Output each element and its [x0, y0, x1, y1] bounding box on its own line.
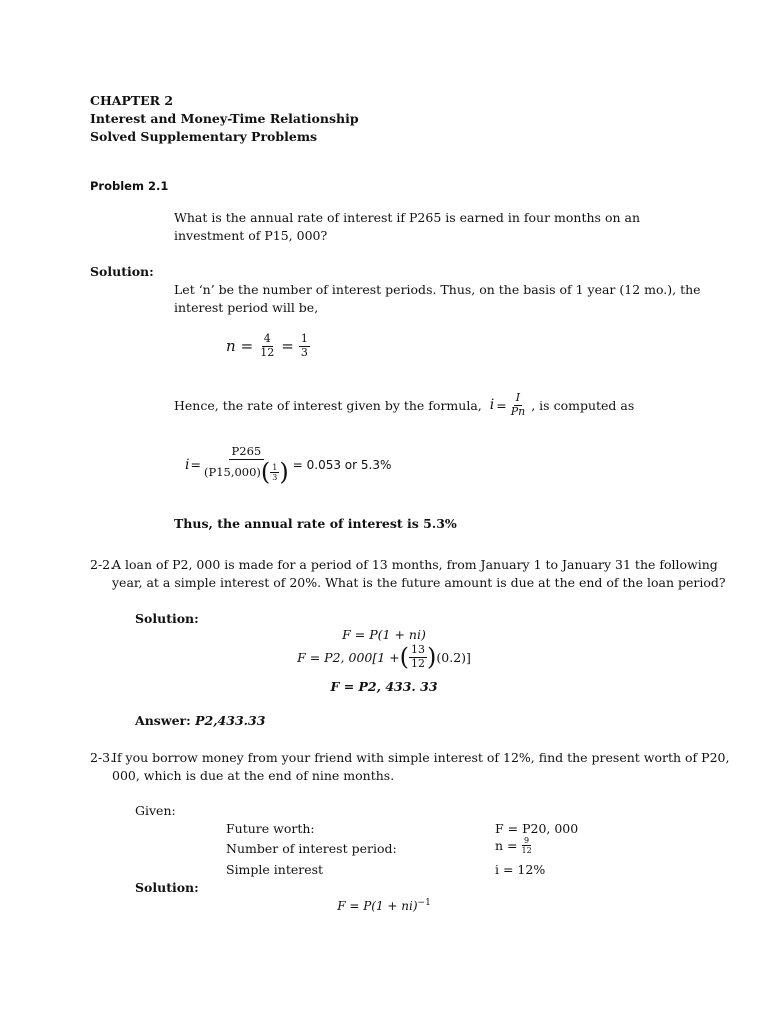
- formula-numerator: I: [515, 391, 521, 404]
- problem-2-2-number: 2-2.: [90, 557, 115, 572]
- let-n-line1: Let ‘n’ be the number of interest periods. Thus, on the basis of 1 year (12 mo.), the: [174, 282, 701, 297]
- hence-formula-line: [174, 392, 634, 418]
- calc-denominator: [202, 458, 291, 487]
- months-denominator: 12: [411, 656, 426, 670]
- paren-left: (: [260, 458, 271, 487]
- fraction-denominator: 3: [300, 345, 308, 359]
- problem-2-1-label: Problem 2.1: [90, 179, 169, 193]
- given-interest-period-value: [495, 836, 534, 855]
- present-worth-exponent: −1: [417, 898, 431, 908]
- fraction-numerator: 1: [300, 332, 308, 345]
- one-third-fraction: [270, 463, 279, 482]
- substitution-left: F = P2, 000[1 +: [297, 649, 400, 665]
- equals-sign: =: [281, 337, 294, 356]
- problem-2-2-text-line1: A loan of P2, 000 is made for a period of 13 months, from January 1 to January 31 the following: [112, 557, 718, 572]
- problem-2-2-solution-label: Solution:: [135, 611, 199, 626]
- answer-label: Answer:: [135, 713, 191, 728]
- equals-sign: =: [240, 337, 254, 356]
- chapter-title: Interest and Money-Time Relationship: [90, 111, 359, 126]
- months-fraction: [409, 644, 427, 670]
- answer-value: P2,433.33: [195, 713, 266, 728]
- problem-2-3-solution-label: Solution:: [135, 880, 199, 895]
- interest-period-prefix: n =: [495, 838, 518, 854]
- nine-twelfths-numerator: 9: [524, 836, 530, 845]
- i-variable: i: [489, 397, 495, 414]
- paren-right: ): [279, 458, 289, 487]
- present-worth-formula-base: F = P(1 + ni): [337, 899, 418, 913]
- problem-2-2-text-line2: year, at a simple interest of 20%. What is the future amount is due at the end of the loan period?: [112, 575, 726, 590]
- given-simple-interest-label: Simple interest: [226, 862, 324, 877]
- nine-twelfths-fraction: [520, 836, 534, 855]
- fraction-numerator: 4: [263, 332, 271, 345]
- given-label: Given:: [135, 803, 176, 818]
- answer-line: [135, 713, 265, 728]
- n-variable: n: [226, 337, 236, 356]
- hence-text: Hence, the rate of interest given by the formula,: [174, 397, 482, 413]
- problem-2-1-question-line1: What is the annual rate of interest if P265 is earned in four months on an: [174, 210, 640, 225]
- fraction-1-3: [299, 333, 310, 359]
- interest-calculation: [185, 444, 392, 487]
- computed-text: , is computed as: [531, 397, 635, 413]
- given-interest-period-label: Number of interest period:: [226, 841, 397, 856]
- problem-2-3-text-line2: 000, which is due at the end of nine months.: [112, 768, 395, 783]
- formula-denominator: Pn: [510, 404, 526, 418]
- i-variable: i: [185, 456, 190, 473]
- simple-interest-formula: F = P(1 + ni): [342, 627, 426, 642]
- problem-2-3-text-line1: If you borrow money from your friend with simple interest of 12%, find the present worth of P20,: [112, 750, 730, 765]
- equals-sign: =: [496, 397, 507, 413]
- present-worth-formula: [0, 898, 768, 913]
- given-future-worth-value: F = P20, 000: [495, 821, 579, 836]
- paren-left: (: [399, 643, 410, 672]
- paren-right: ): [427, 643, 437, 672]
- future-amount-result: F = P2, 433. 33: [330, 679, 438, 694]
- problem-2-1-question-line2: investment of P15, 000?: [174, 228, 328, 243]
- problem-2-1-solution-label: Solution:: [90, 264, 154, 279]
- calc-denominator-principal: (P15,000): [203, 464, 261, 479]
- calc-fraction: [202, 444, 291, 487]
- substitution-right: (0.2)]: [436, 649, 471, 665]
- calc-numerator: P265: [229, 445, 265, 460]
- nine-twelfths-denominator: 12: [521, 846, 532, 856]
- formula-fraction: [509, 392, 528, 418]
- conclusion-statement: Thus, the annual rate of interest is 5.3%: [174, 516, 457, 531]
- fraction-denominator: 12: [260, 345, 275, 359]
- given-future-worth-label: Future worth:: [226, 821, 315, 836]
- fraction-4-12: [258, 333, 276, 359]
- n-equation: [226, 333, 310, 359]
- equals-sign: =: [190, 457, 201, 473]
- months-numerator: 13: [411, 643, 426, 656]
- problem-2-3-number: 2-3.: [90, 750, 115, 765]
- future-amount-substitution: [0, 644, 768, 670]
- let-n-line2: interest period will be,: [174, 300, 319, 315]
- one-third-denominator: 3: [272, 472, 278, 482]
- chapter-heading: CHAPTER 2: [90, 93, 174, 108]
- chapter-subtitle: Solved Supplementary Problems: [90, 129, 318, 144]
- one-third-numerator: 1: [272, 462, 278, 472]
- given-simple-interest-value: i = 12%: [495, 862, 546, 877]
- calc-result: = 0.053 or 5.3%: [292, 457, 392, 472]
